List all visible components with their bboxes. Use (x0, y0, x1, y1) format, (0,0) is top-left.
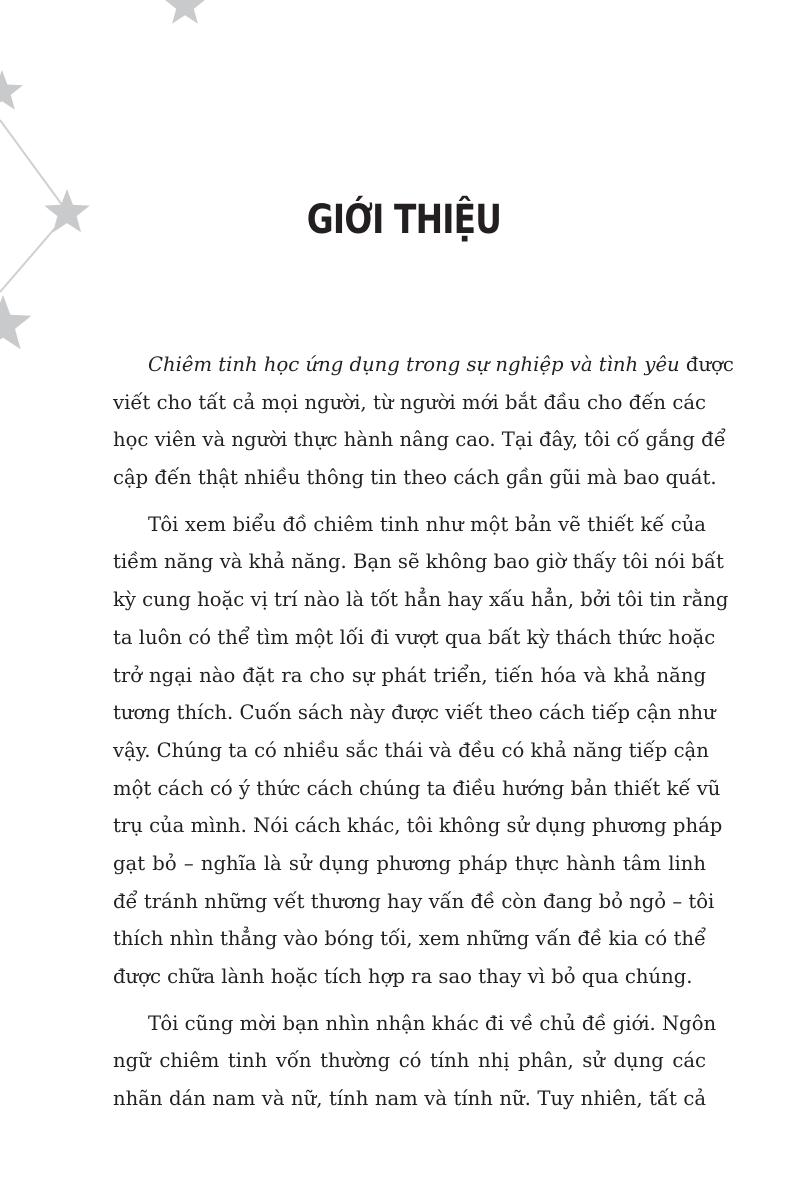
text-line: Tôi xem biểu đồ chiêm tinh như một bản vẽ thiết kế của (148, 512, 706, 536)
text-line: được chữa lành hoặc tích hợp ra sao thay vì bỏ qua chúng. (113, 965, 693, 988)
paragraph-3 (113, 1005, 717, 1118)
constellation-stars-icon (0, 0, 206, 349)
body-text (113, 346, 734, 1118)
text-line: ngữ chiêm tinh vốn thường có tính nhị phân, sử dụng các (113, 1049, 706, 1073)
text-line: Chiêm tinh học ứng dụng trong sự nghiệp và tình yêu được (148, 353, 734, 376)
text-line: trở ngại nào đặt ra cho sự phát triển, tiến hóa và khả năng (113, 663, 706, 687)
constellation-decoration (0, 0, 230, 380)
text-line: vậy. Chúng ta có nhiều sắc thái và đều có khả năng tiếp cận (113, 738, 709, 762)
text-line: cập đến thật nhiều thông tin theo cách gần gũi mà bao quát. (113, 466, 717, 490)
star-icon (0, 70, 23, 110)
text-line: gạt bỏ – nghĩa là sử dụng phương pháp thực hành tâm linh (113, 851, 706, 875)
text-line: ta luôn có thể tìm một lối đi vượt qua bất kỳ thách thức hoặc (113, 625, 716, 649)
text-line: trụ của mình. Nói cách khác, tôi không sử dụng phương pháp (113, 814, 723, 838)
paragraph-1 (113, 346, 734, 497)
text-line: tiềm năng và khả năng. Bạn sẽ không bao giờ thấy tôi nói bất (113, 550, 724, 574)
page-title: GIỚI THIỆU (306, 197, 502, 243)
paragraph-2 (113, 506, 729, 996)
text-line: Tôi cũng mời bạn nhìn nhận khác đi về chủ đề giới. Ngôn (148, 1011, 717, 1035)
text-line: học viên và người thực hành nâng cao. Tại đây, tôi cố gắng để (113, 428, 726, 452)
text-line: thích nhìn thẳng vào bóng tối, xem những vấn đề kia có thể (113, 927, 706, 951)
star-icon (0, 295, 32, 349)
text-line: kỳ cung hoặc vị trí nào là tốt hẳn hay xấu hẳn, bởi tôi tin rằng (113, 588, 729, 612)
text-line: nhãn dán nam và nữ, tính nam và tính nữ. Tuy nhiên, tất cả (113, 1087, 706, 1111)
text-line: tương thích. Cuốn sách này được viết theo cách tiếp cận như (113, 701, 716, 725)
star-icon (164, 0, 206, 24)
text-line: để tránh những vết thương hay vấn đề còn đang bỏ ngỏ – tôi (113, 889, 715, 913)
text-line: một cách có ý thức cách chúng ta điều hướng bản thiết kế vũ (113, 776, 721, 800)
text-line: viết cho tất cả mọi người, từ người mới bắt đầu cho đến các (113, 390, 706, 414)
book-title: Chiêm tinh học ứng dụng trong sự nghiệp và tình yêu (148, 353, 680, 376)
